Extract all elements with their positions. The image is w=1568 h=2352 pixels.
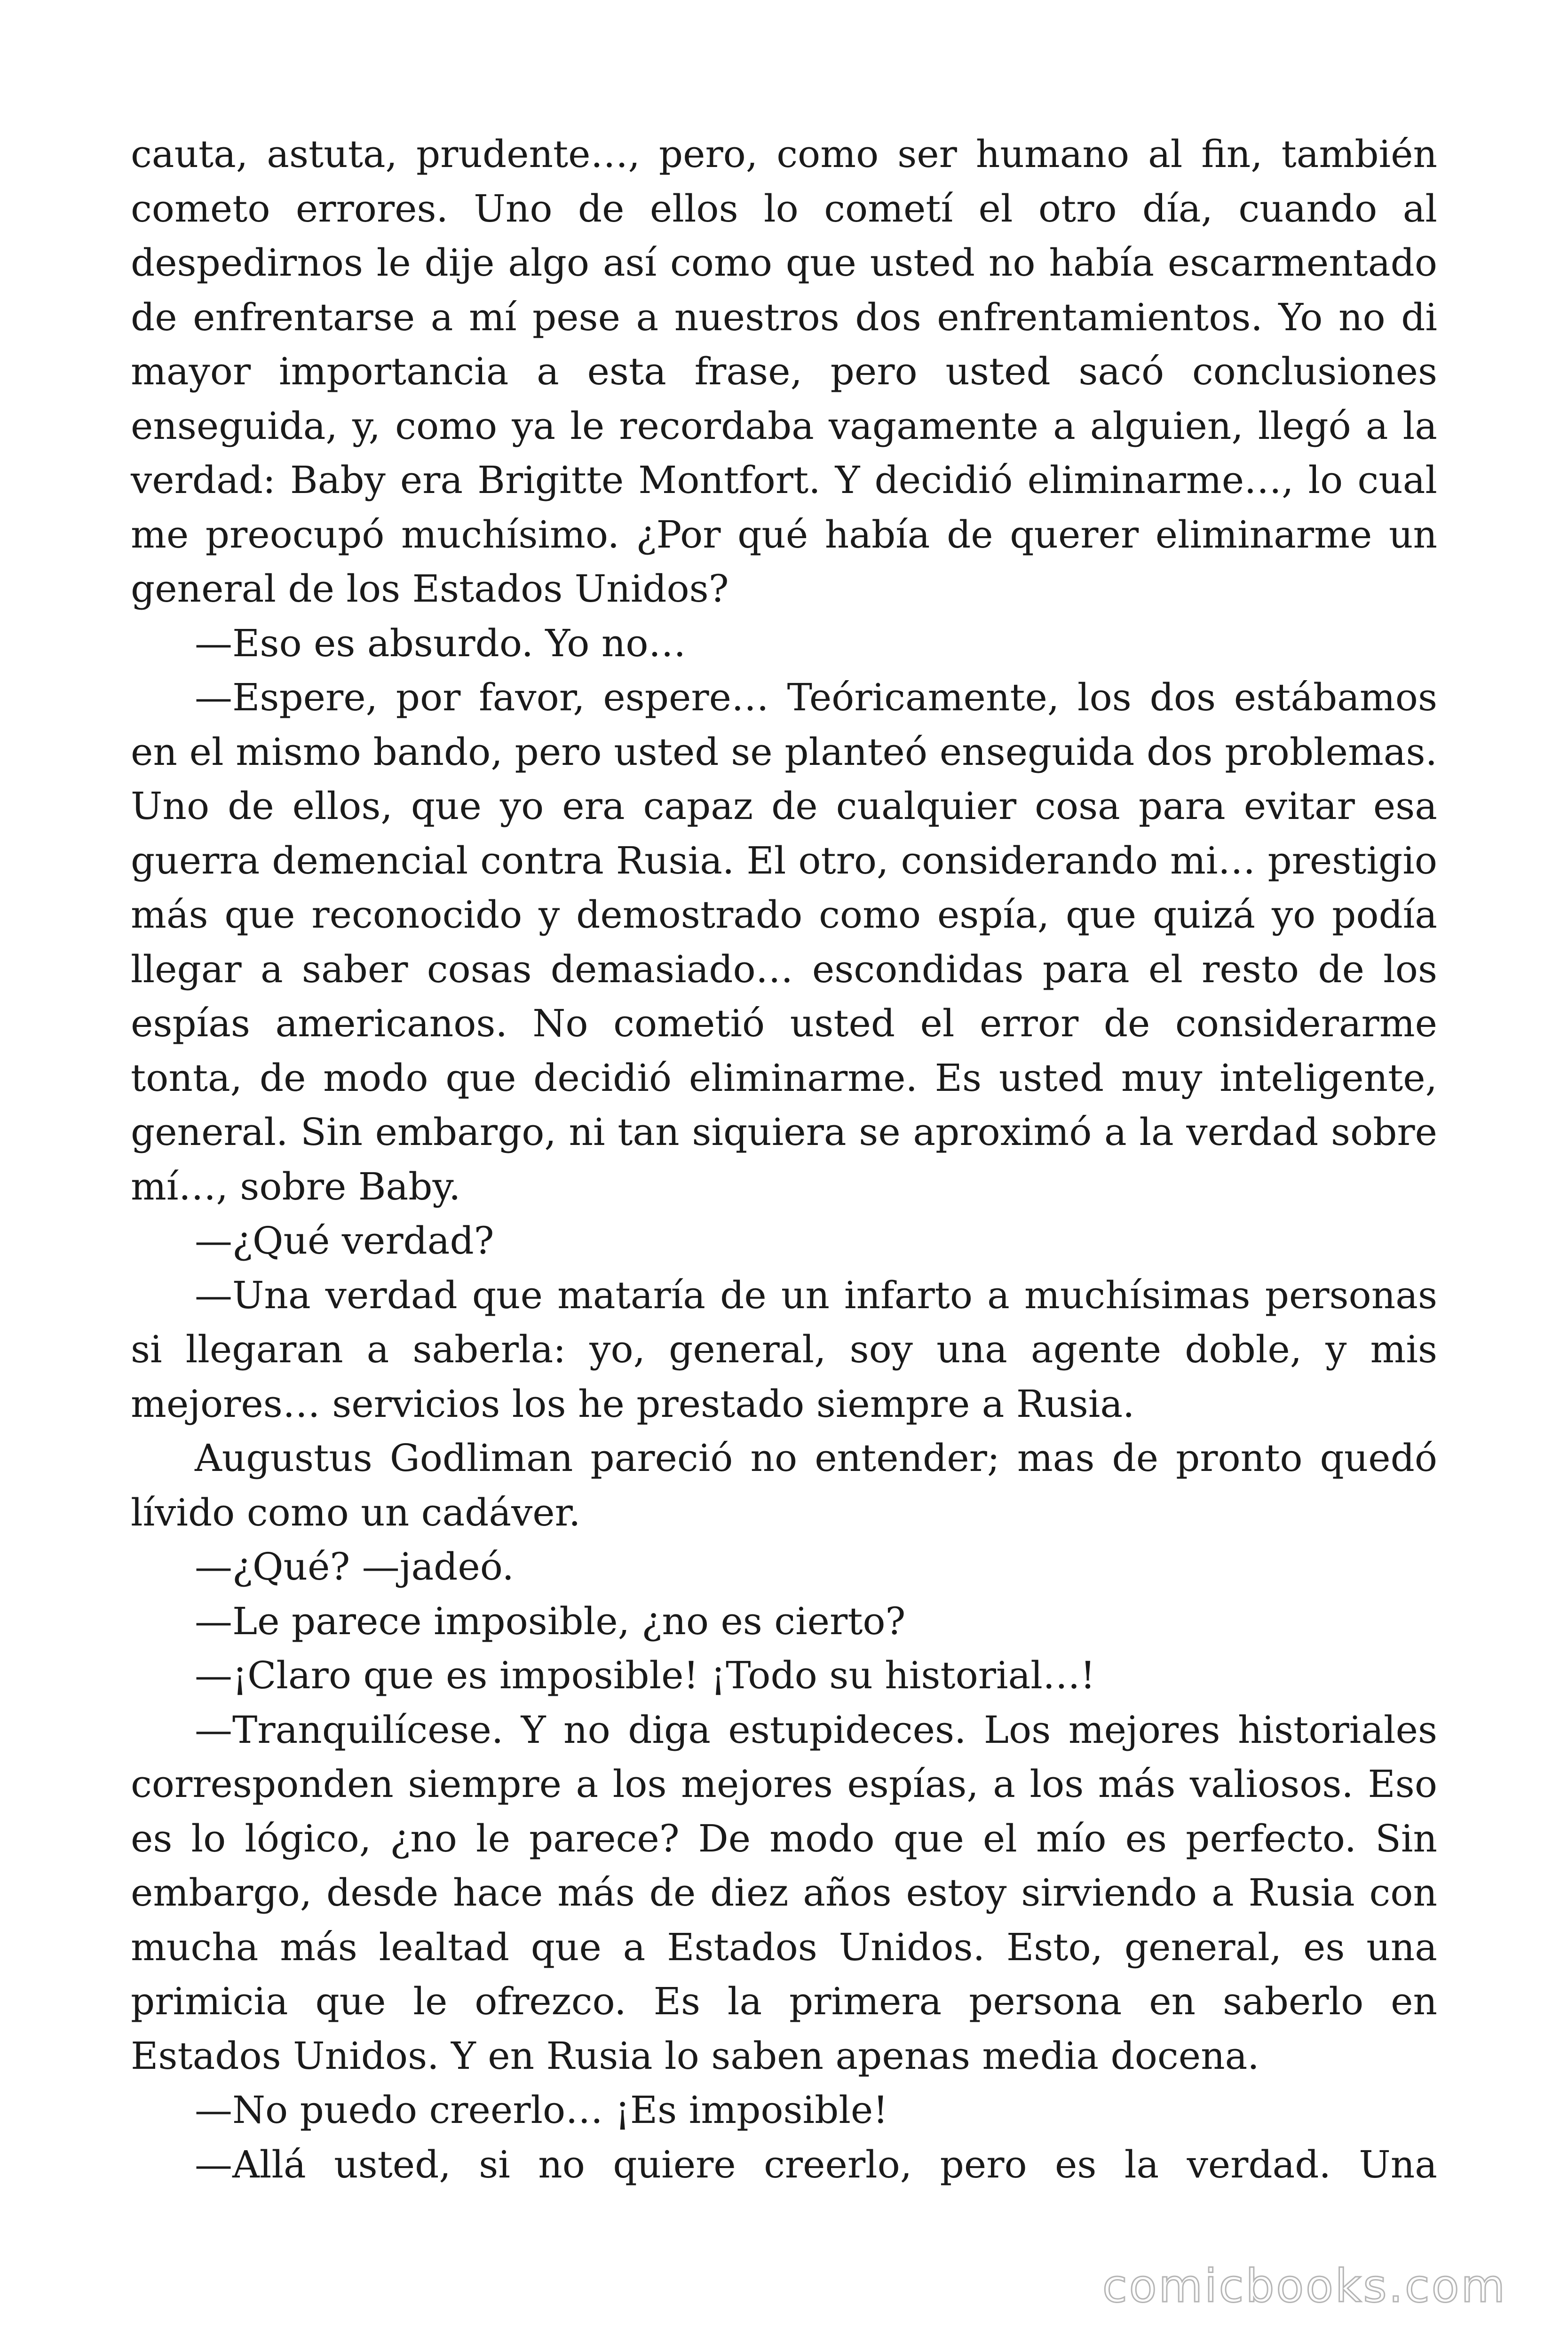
- paragraph-5: —Una verdad que mataría de un infarto a muchísimas personas si llegaran a saberla: yo, general, soy una agente doble, y mis mejores… servicios los he prestado siempre a Rusia.: [131, 1273, 1437, 1426]
- paragraph-10: —Tranquilícese. Y no diga estupideces. Los mejores historiales corresponden siempre a los mejores espías, a los más valiosos. Eso es lo lógico, ¿no le parece? De modo que el mío es perfecto. Sin embargo, desde hace más de diez años estoy sirviendo a Rusia con mucha más lealtad que a Estados Unidos. Esto, general, es una primicia que le ofrezco. Es la primera persona en saberlo en Estados Unidos. Y en Rusia lo saben apenas media docena.: [131, 1708, 1437, 2078]
- paragraph-2: —Eso es absurdo. Yo no…: [195, 621, 686, 665]
- paragraph-3: —Espere, por favor, espere… Teóricamente, los dos estábamos en el mismo bando, pero usted se planteó enseguida dos problemas. Uno de ellos, que yo era capaz de cualquier cosa para evitar esa guerra demencial contra Rusia. El otro, considerando mi… prestigio más que reconocido y demostrado como espía, que quizá yo podía llegar a saber cosas demasiado… escondidas para el resto de los espías americanos. No cometió usted el error de considerarme tonta, de modo que decidió eliminarme. Es usted muy inteligente, general. Sin embargo, ni tan siquiera se aproximó a la verdad sobre mí…, sobre Baby.: [131, 675, 1437, 1208]
- paragraph-7: —¿Qué? —jadeó.: [195, 1545, 514, 1589]
- paragraph-1: cauta, astuta, prudente…, pero, como ser humano al fin, también cometo errores. Uno de ellos lo cometí el otro día, cuando al despedirnos le dije algo así como que usted no había escarmentado de enfrentarse a mí pese a nuestros dos enfrentamientos. Yo no di mayor importancia a esta frase, pero usted sacó conclusiones enseguida, y, como ya le recordaba vagamente a alguien, llegó a la verdad: Baby era Brigitte Montfort. Y decidió eliminarme…, lo cual me preocupó muchísimo. ¿Por qué había de querer eliminarme un general de los Estados Unidos?: [131, 132, 1437, 611]
- paragraph-6: Augustus Godliman pareció no entender; mas de pronto quedó lívido como un cadáver.: [131, 1436, 1437, 1534]
- body-text: [131, 127, 1437, 2192]
- paragraph-8: —Le parece imposible, ¿no es cierto?: [195, 1599, 906, 1643]
- paragraph-4: —¿Qué verdad?: [195, 1219, 494, 1263]
- watermark: comicbooks.com: [1102, 2260, 1507, 2312]
- paragraph-9: —¡Claro que es imposible! ¡Todo su historial…!: [195, 1653, 1095, 1697]
- paragraph-12: —Allá usted, si no quiere creerlo, pero es la verdad. Una: [195, 2142, 1437, 2186]
- paragraph-11: —No puedo creerlo… ¡Es imposible!: [195, 2088, 888, 2132]
